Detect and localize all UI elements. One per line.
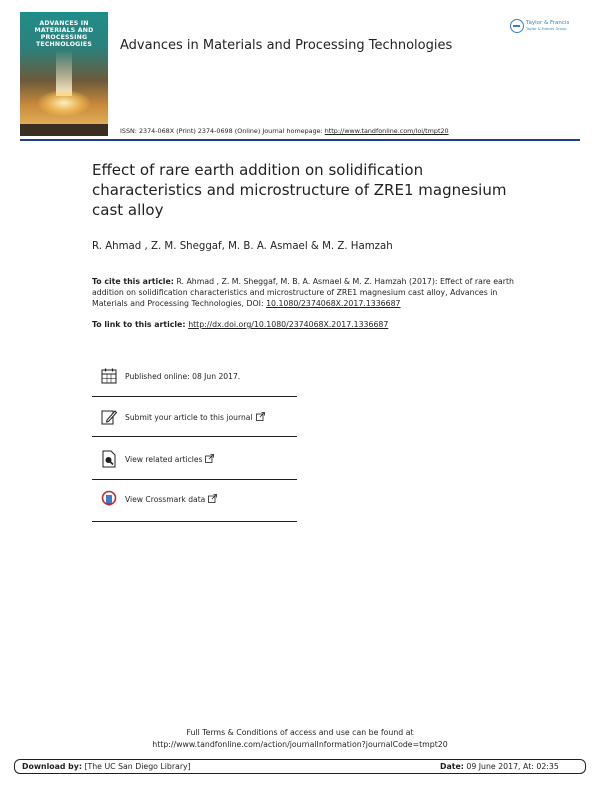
info-divider [92, 396, 297, 397]
info-divider [92, 521, 297, 522]
terms-url[interactable]: http://www.tandfonline.com/action/journalInformation?journalCode=tmpt20 [152, 740, 448, 749]
download-date [440, 762, 559, 771]
journal-homepage-link[interactable]: http://www.tandfonline.com/loi/tmpt20 [324, 127, 449, 135]
citation-block [92, 276, 522, 309]
info-divider [92, 436, 297, 437]
crossmark-icon [100, 490, 118, 508]
cover-stripe [20, 124, 108, 136]
calendar-icon [100, 367, 118, 385]
publisher-logo [510, 17, 582, 35]
article-doi-url[interactable]: http://dx.doi.org/10.1080/2374068X.2017.1336687 [188, 320, 389, 329]
published-date: Published online: 08 Jun 2017. [125, 371, 241, 381]
external-link-icon [256, 412, 265, 423]
link-label: To link to this article: [92, 320, 189, 329]
journal-title: Advances in Materials and Processing Technologies [120, 38, 453, 53]
document-search-icon [100, 450, 118, 468]
external-link-icon [205, 454, 214, 465]
download-by-value: [The UC San Diego Library] [81, 762, 191, 771]
published-online [100, 367, 240, 385]
related-articles-link[interactable] [100, 450, 214, 468]
download-date-value: 09 June 2017, At: 02:35 [463, 762, 559, 771]
journal-cover-image [20, 12, 108, 136]
cover-title: ADVANCES IN MATERIALS AND PROCESSING TECHNOLOGIES [34, 20, 94, 48]
submit-label: Submit your article to this journal [125, 412, 253, 422]
terms-line-1: Full Terms & Conditions of access and use can be found at [186, 728, 414, 737]
submit-article-link[interactable] [100, 408, 265, 426]
download-date-label: Date: [440, 762, 464, 771]
external-link-icon [208, 494, 217, 505]
edit-icon [100, 408, 118, 426]
cite-label: To cite this article: [92, 277, 174, 286]
doi-link[interactable]: 10.1080/2374068X.2017.1336687 [266, 299, 401, 308]
download-by-label: Download by: [22, 762, 82, 771]
cover-glow [38, 90, 90, 116]
crossmark-link[interactable] [100, 490, 217, 508]
header-divider [20, 139, 580, 141]
publisher-logo-icon [510, 19, 524, 33]
issn-text: ISSN: 2374-068X (Print) 2374-0698 (Online) Journal homepage: [120, 127, 325, 135]
publisher-logo-subtext: Taylor & Francis Group [526, 27, 567, 31]
cite-text: R. Ahmad , Z. M. Sheggaf, M. B. A. Asmael & M. Z. Hamzah (2017): Effect of rare earth addition on solidification characteristics and microstructure of ZRE1 magnesium cast alloy, Advances in Materials and Processing Technologies, DOI: [92, 277, 514, 308]
publisher-logo-text: Taylor & Francis [526, 20, 570, 26]
crossmark-label: View Crossmark data [125, 494, 206, 504]
article-title: Effect of rare earth addition on solidification characteristics and microstructure of ZRE1 magnesium cast alloy [92, 161, 507, 219]
article-authors: R. Ahmad , Z. M. Sheggaf, M. B. A. Asmael & M. Z. Hamzah [92, 241, 393, 252]
article-link-line [92, 320, 388, 329]
info-divider [92, 479, 297, 480]
related-label: View related articles [125, 454, 203, 464]
issn-line [120, 127, 449, 135]
download-by [22, 762, 191, 771]
